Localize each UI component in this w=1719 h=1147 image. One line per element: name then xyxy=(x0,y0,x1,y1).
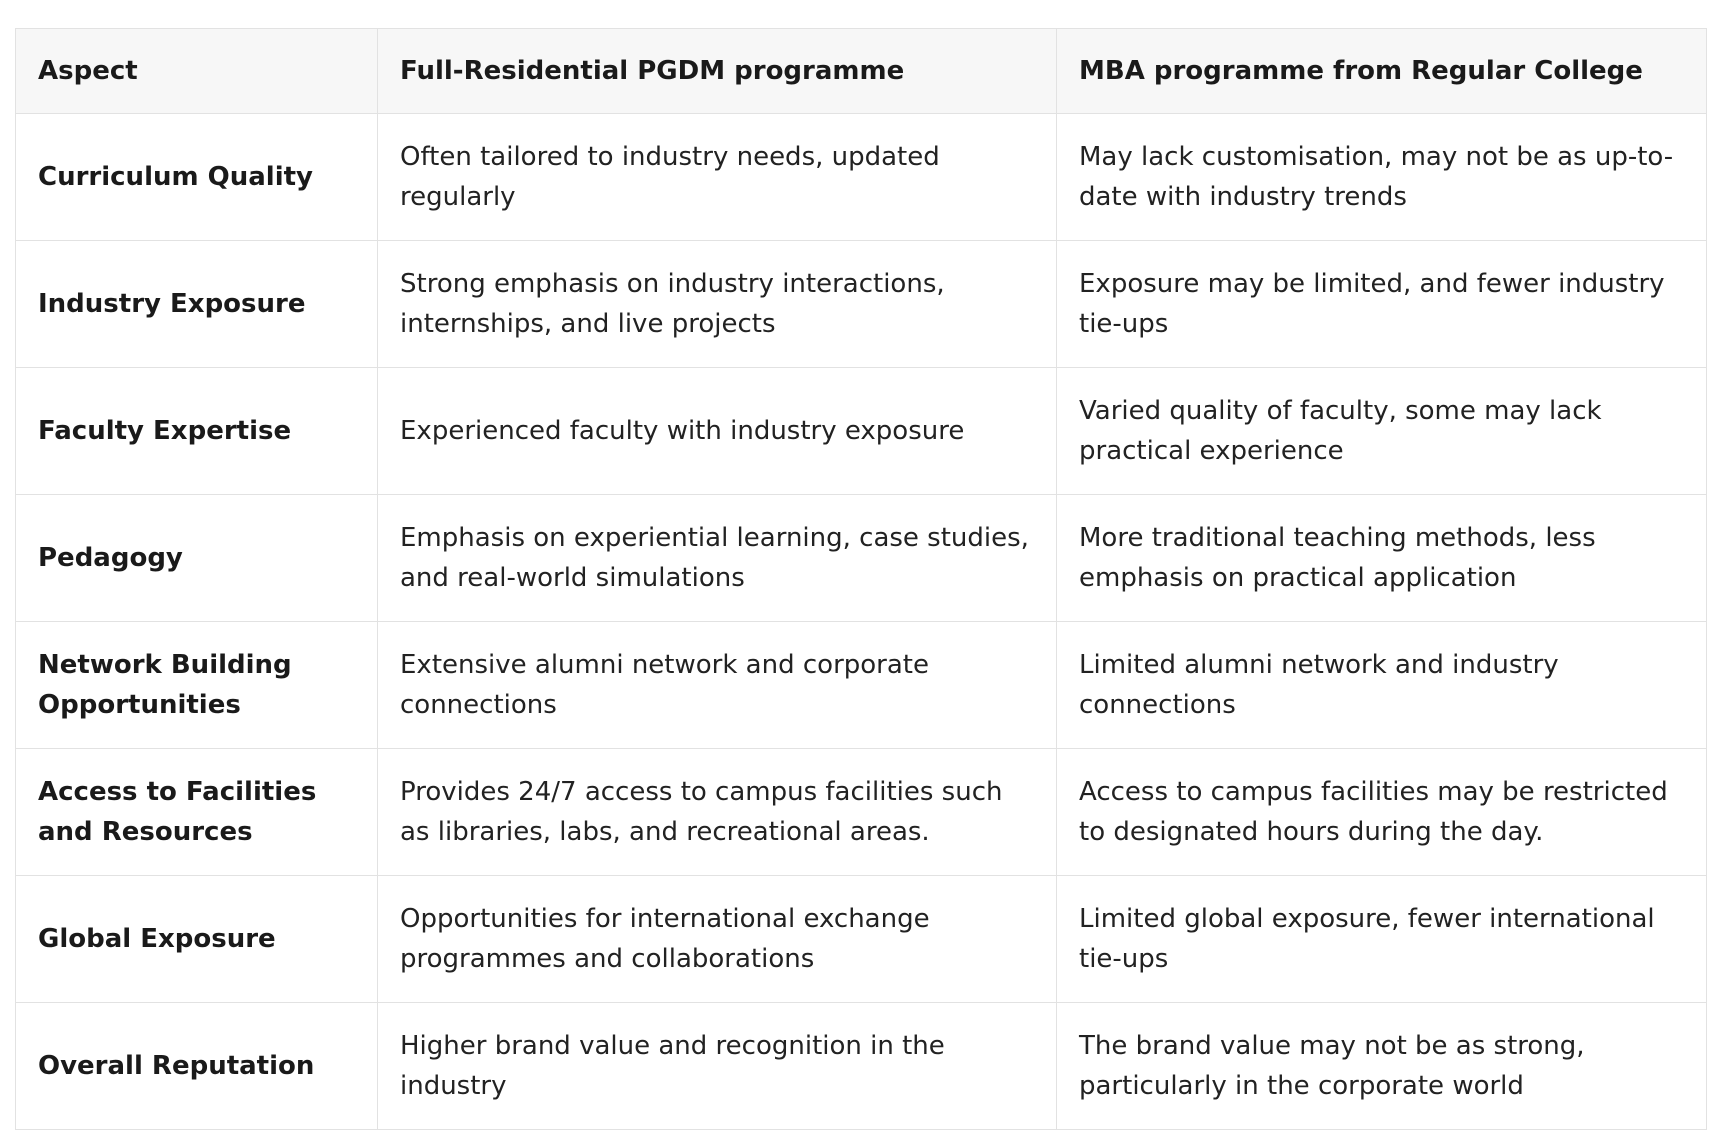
table-row xyxy=(16,114,1707,241)
table-row xyxy=(16,622,1707,749)
table-row xyxy=(16,876,1707,1003)
pgdm-cell: Extensive alumni network and corporate connections xyxy=(378,622,1057,749)
pgdm-cell: Experienced faculty with industry exposure xyxy=(378,368,1057,495)
aspect-cell: Pedagogy xyxy=(16,495,378,622)
pgdm-cell: Provides 24/7 access to campus facilities such as libraries, labs, and recreational areas. xyxy=(378,749,1057,876)
mba-cell: Limited global exposure, fewer international tie-ups xyxy=(1057,876,1707,1003)
aspect-cell: Network Building Opportunities xyxy=(16,622,378,749)
header-pgdm: Full-Residential PGDM programme xyxy=(378,29,1057,114)
aspect-cell: Global Exposure xyxy=(16,876,378,1003)
table-body xyxy=(16,114,1707,1130)
table-row xyxy=(16,1003,1707,1130)
aspect-cell: Faculty Expertise xyxy=(16,368,378,495)
pgdm-cell: Emphasis on experiential learning, case studies, and real-world simulations xyxy=(378,495,1057,622)
aspect-cell: Access to Facilities and Resources xyxy=(16,749,378,876)
table-header xyxy=(16,29,1707,114)
pgdm-cell: Often tailored to industry needs, updated regularly xyxy=(378,114,1057,241)
header-mba: MBA programme from Regular College xyxy=(1057,29,1707,114)
mba-cell: Access to campus facilities may be restricted to designated hours during the day. xyxy=(1057,749,1707,876)
mba-cell: Varied quality of faculty, some may lack practical experience xyxy=(1057,368,1707,495)
table-row xyxy=(16,241,1707,368)
mba-cell: The brand value may not be as strong, particularly in the corporate world xyxy=(1057,1003,1707,1130)
header-row xyxy=(16,29,1707,114)
aspect-cell: Curriculum Quality xyxy=(16,114,378,241)
pgdm-cell: Strong emphasis on industry interactions, internships, and live projects xyxy=(378,241,1057,368)
header-aspect: Aspect xyxy=(16,29,378,114)
mba-cell: Limited alumni network and industry connections xyxy=(1057,622,1707,749)
comparison-table xyxy=(15,28,1707,1130)
pgdm-cell: Opportunities for international exchange programmes and collaborations xyxy=(378,876,1057,1003)
table-row xyxy=(16,368,1707,495)
aspect-cell: Overall Reputation xyxy=(16,1003,378,1130)
mba-cell: More traditional teaching methods, less emphasis on practical application xyxy=(1057,495,1707,622)
mba-cell: May lack customisation, may not be as up-to-date with industry trends xyxy=(1057,114,1707,241)
pgdm-cell: Higher brand value and recognition in the industry xyxy=(378,1003,1057,1130)
table-row xyxy=(16,749,1707,876)
aspect-cell: Industry Exposure xyxy=(16,241,378,368)
table-row xyxy=(16,495,1707,622)
mba-cell: Exposure may be limited, and fewer industry tie-ups xyxy=(1057,241,1707,368)
comparison-table-container xyxy=(15,28,1706,1130)
